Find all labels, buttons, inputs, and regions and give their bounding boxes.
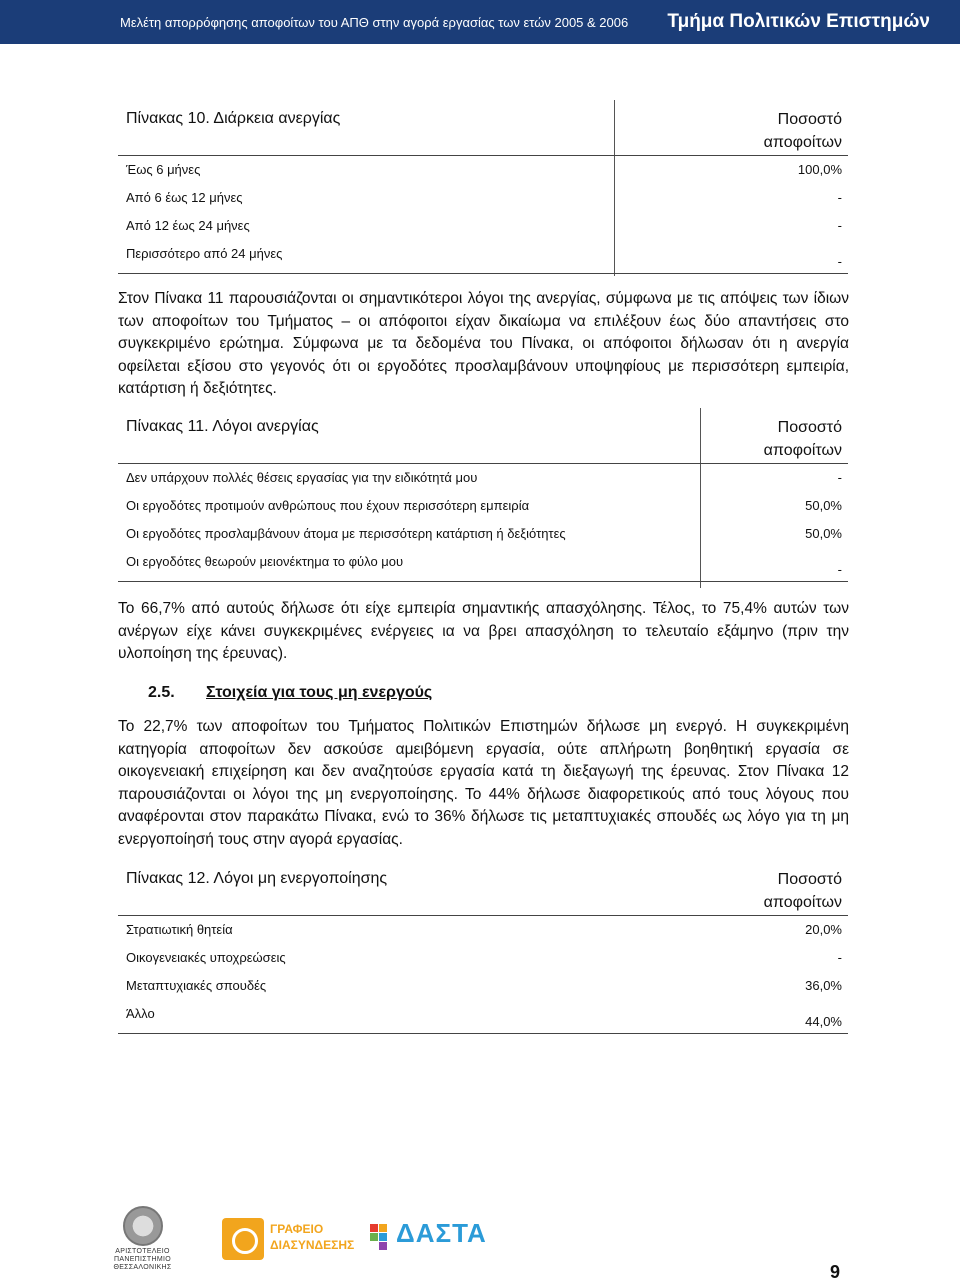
row-value: 50,0%: [805, 526, 842, 541]
row-value: -: [837, 470, 842, 485]
table-12: [118, 860, 848, 1042]
table-header: [118, 408, 848, 464]
row-value: 100,0%: [797, 162, 842, 177]
career-office-icon: [222, 1218, 264, 1260]
row-label: Έως 6 μήνες: [126, 162, 201, 177]
column-header-line2: αποφοίτων: [763, 134, 842, 151]
page-number: 9: [829, 1262, 840, 1281]
row-value: 50,0%: [805, 498, 842, 513]
row-value: 20,0%: [805, 922, 842, 937]
row-value: -: [837, 950, 842, 965]
dasta-name: ΔΑΣΤΑ: [396, 1218, 487, 1248]
column-header-line1: Ποσοστό: [777, 871, 842, 888]
section-heading: [148, 684, 432, 702]
header-department: Τμήμα Πολιτικών Επιστημών: [667, 11, 930, 32]
row-value: -: [837, 254, 842, 269]
section-title: Στοιχεία για τους μη ενεργούς: [206, 684, 433, 701]
career-office-line1: ΓΡΑΦΕΙΟ: [270, 1222, 324, 1236]
table-row: [118, 156, 848, 184]
paragraph-inactive: Το 22,7% των αποφοίτων του Τμήματος Πολιτικών Επιστημών δήλωσε μη ενεργό. Η συγκεκριμένη κατηγορία αποφοίτων δεν ασκούσε αμειβόμενη εργασία, ούτε απλήρωτη βοηθητική εργασία σε οικογενειακή επιχείρηση και δεν αναζητούσε εργασία κατά τη διεξαγωγή της έρευνας. Στον Πίνακα 12 παρουσιάζονται οι λόγοι της μη ενεργοποίησης. Το 44% δήλωσε διαφορετικούς από τους λόγους που αναφέρονται στον παρακάτω Πίνακα, ενώ το 36% δήλωσε τις μεταπτυχιακές σπουδές ως λόγο για τη μη ενεργοποίησή τους στην αγορά εργασίας.: [118, 718, 849, 848]
page-header: [0, 0, 960, 44]
table-row: [118, 240, 848, 274]
dasta-logo: [370, 1218, 487, 1264]
row-label: Δεν υπάρχουν πολλές θέσεις εργασίας για την ειδικότητά μου: [126, 470, 478, 485]
table-row: [118, 916, 848, 944]
row-label: Από 12 έως 24 μήνες: [126, 218, 250, 233]
row-label: Άλλο: [126, 1006, 155, 1021]
row-value: 36,0%: [805, 978, 842, 993]
table-row: [118, 464, 848, 492]
table-row: [118, 1000, 848, 1034]
row-label: Οικογενειακές υποχρεώσεις: [126, 950, 286, 965]
row-label: Περισσότερο από 24 μήνες: [126, 246, 283, 261]
table-row: [118, 972, 848, 1000]
row-value: -: [837, 218, 842, 233]
dasta-squares-icon: [370, 1224, 394, 1252]
table-row: [118, 520, 848, 548]
career-office-line2: ΔΙΑΣΥΝΔΕΣΗΣ: [270, 1238, 355, 1252]
table-10: [118, 100, 848, 278]
row-value: -: [837, 190, 842, 205]
row-label: Οι εργοδότες θεωρούν μειονέκτημα το φύλο μου: [126, 554, 404, 569]
table-title: Πίνακας 12. Λόγοι μη ενεργοποίησης: [126, 870, 388, 887]
header-study-title: Μελέτη απορρόφησης αποφοίτων του ΑΠΘ στην αγορά εργασίας των ετών 2005 & 2006: [120, 14, 629, 30]
auth-line1: ΑΡΙΣΤΟΤΕΛΕΙΟ: [115, 1248, 170, 1255]
table-header: [118, 100, 848, 156]
row-value: 44,0%: [805, 1014, 842, 1029]
row-label: Οι εργοδότες προσλαμβάνουν άτομα με περισσότερη κατάρτιση ή δεξιότητες: [126, 526, 566, 541]
row-label: Στρατιωτική θητεία: [126, 922, 233, 937]
column-header: [764, 416, 842, 462]
row-label: Οι εργοδότες προτιμούν ανθρώπους που έχουν περισσότερη εμπειρία: [126, 498, 530, 513]
auth-seal-icon: [123, 1206, 163, 1246]
column-header: [764, 868, 842, 914]
table-title: Πίνακας 11. Λόγοι ανεργίας: [126, 418, 319, 435]
table-row: [118, 184, 848, 212]
auth-logo-text: [105, 1248, 180, 1272]
row-value: -: [837, 562, 842, 577]
column-header-line1: Ποσοστό: [777, 419, 842, 436]
section-number: 2.5.: [148, 684, 175, 701]
row-label: Μεταπτυχιακές σπουδές: [126, 978, 267, 993]
column-header-line2: αποφοίτων: [763, 442, 842, 459]
paragraph-experience: Το 66,7% από αυτούς δήλωσε ότι είχε εμπειρία σημαντικής απασχόλησης. Τέλος, το 75,4% αυτών των ανέργων είχε κάνει συγκεκριμένες ενέργειες ια να βρει απασχόληση το τελευταίο εξάμηνο (πριν την υλοποίηση της έρευνας).: [118, 600, 849, 662]
table-row: [118, 212, 848, 240]
auth-logo: [105, 1206, 180, 1278]
table-row: [118, 944, 848, 972]
table-row: [118, 492, 848, 520]
table-row: [118, 548, 848, 582]
paragraph-reasons-intro: Στον Πίνακα 11 παρουσιάζονται οι σημαντικότεροι λόγοι της ανεργίας, σύμφωνα με τις απόψεις των ίδιων των αποφοίτων του Τμήματος – οι απόφοιτοι είχαν δικαίωμα να επιλέξουν έως δύο απαντήσεις στο συγκεκριμένο ερώτημα. Σύμφωνα με τα δεδομένα του Πίνακα, οι απόφοιτοι δήλωσαν ότι η ανεργία οφείλεται εξίσου στο γεγονός ότι οι εργοδότες προσλαμβάνουν υποψηφίους με περισσότερη εμπειρία, κατάρτιση ή δεξιότητες.: [118, 290, 849, 397]
table-header: [118, 860, 848, 916]
auth-line2: ΠΑΝΕΠΙΣΤΗΜΙΟ: [114, 1256, 171, 1263]
table-11: [118, 408, 848, 590]
column-header: [764, 108, 842, 154]
column-header-line1: Ποσοστό: [777, 111, 842, 128]
row-label: Από 6 έως 12 μήνες: [126, 190, 243, 205]
column-header-line2: αποφοίτων: [763, 894, 842, 911]
table-title: Πίνακας 10. Διάρκεια ανεργίας: [126, 110, 341, 127]
auth-line3: ΘΕΣΣΑΛΟΝΙΚΗΣ: [113, 1264, 172, 1271]
footer-logos: [0, 1206, 960, 1276]
career-office-logo: [222, 1216, 355, 1264]
